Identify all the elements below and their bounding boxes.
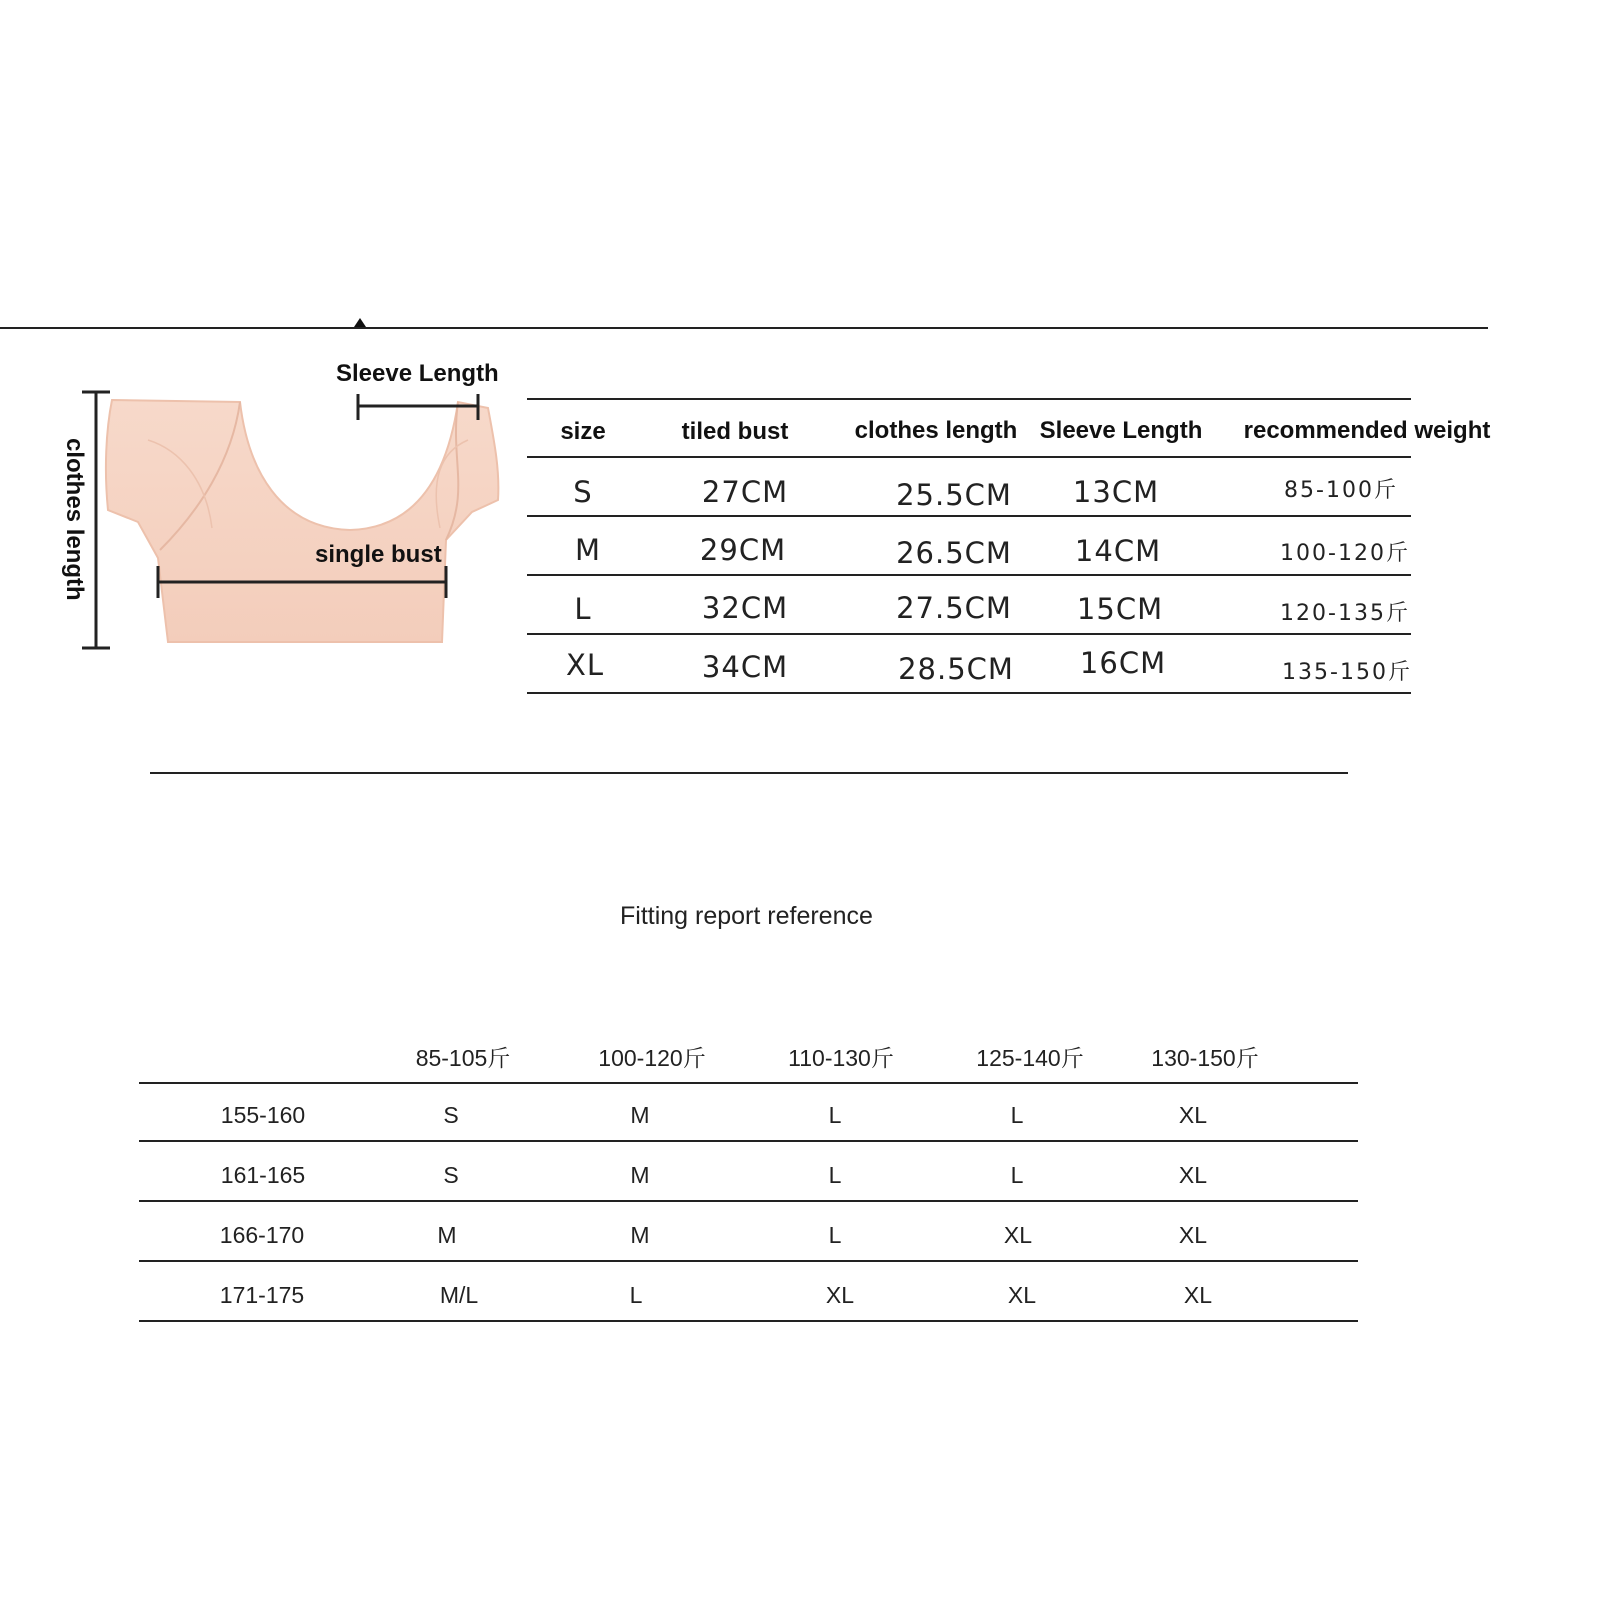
fitting-size-cell: L xyxy=(828,1222,842,1248)
divider-marker xyxy=(354,318,366,327)
fitting-size-cell: XL xyxy=(1178,1102,1208,1128)
size-cell: S xyxy=(573,475,593,509)
size-table-rule xyxy=(527,692,1411,694)
length-cell: 28.5CM xyxy=(898,652,1014,686)
single-bust-label: single bust xyxy=(315,541,442,568)
size-cell: M xyxy=(574,533,602,567)
weight-cell: 100-120斤 xyxy=(1280,541,1410,566)
length-cell: 27.5CM xyxy=(896,591,1012,625)
fitting-table-rule xyxy=(139,1320,1358,1322)
weight-cell: 85-100斤 xyxy=(1284,478,1398,503)
fitting-table-rule xyxy=(139,1140,1358,1142)
weight-cell: 135-150斤 xyxy=(1282,660,1412,685)
size-table-rule xyxy=(527,574,1411,576)
fitting-size-cell: XL xyxy=(1007,1282,1037,1308)
fitting-height-cell: 171-175 xyxy=(219,1282,305,1308)
fitting-size-cell: M xyxy=(437,1222,457,1248)
fitting-title: Fitting report reference xyxy=(620,902,873,930)
fitting-size-cell: XL xyxy=(1178,1222,1208,1248)
sleeve-cell: 13CM xyxy=(1072,475,1160,509)
size-table-rule xyxy=(527,456,1411,458)
size-cell: L xyxy=(574,592,592,626)
sleeve-cell: 14CM xyxy=(1074,534,1162,568)
fitting-weight-header: 125-140斤 xyxy=(976,1045,1084,1071)
fitting-height-cell: 166-170 xyxy=(219,1222,305,1248)
size-table-header: recommended weight xyxy=(1243,417,1491,444)
sleeve-cell: 15CM xyxy=(1076,592,1164,626)
fitting-table-rule xyxy=(139,1260,1358,1262)
fitting-size-cell: S xyxy=(443,1102,459,1128)
fitting-size-cell: L xyxy=(828,1162,842,1188)
length-cell: 25.5CM xyxy=(896,478,1012,512)
fitting-weight-header: 110-130斤 xyxy=(788,1045,894,1071)
weight-cell: 120-135斤 xyxy=(1280,601,1410,626)
sleeve-cell: 16CM xyxy=(1079,646,1167,680)
fitting-size-cell: M xyxy=(630,1162,650,1188)
fitting-size-cell: L xyxy=(1010,1102,1024,1128)
fitting-size-cell: M xyxy=(630,1102,650,1128)
fitting-size-cell: XL xyxy=(1178,1162,1208,1188)
fitting-table-rule xyxy=(139,1082,1358,1084)
fitting-size-cell: M xyxy=(630,1222,650,1248)
size-cell: XL xyxy=(565,648,605,682)
fitting-weight-header: 100-120斤 xyxy=(598,1045,706,1071)
size-table-rule xyxy=(527,398,1411,400)
fitting-size-cell: XL xyxy=(1003,1222,1033,1248)
fitting-table-rule xyxy=(139,1200,1358,1202)
bust-cell: 27CM xyxy=(701,475,789,509)
size-table-header: size xyxy=(560,418,606,445)
sleeve-length-label: Sleeve Length xyxy=(336,360,499,387)
fitting-weight-header: 130-150斤 xyxy=(1151,1045,1259,1071)
clothes-length-label: clothes length xyxy=(61,438,88,601)
length-cell: 26.5CM xyxy=(896,536,1012,570)
size-table-header: tiled bust xyxy=(681,418,789,445)
fitting-height-cell: 155-160 xyxy=(220,1102,306,1128)
fitting-size-cell: M/L xyxy=(439,1282,479,1308)
fitting-size-cell: XL xyxy=(825,1282,855,1308)
size-table-header: Sleeve Length xyxy=(1039,417,1203,444)
top-divider xyxy=(0,327,1488,329)
fitting-weight-header: 85-105斤 xyxy=(415,1045,511,1071)
fitting-size-cell: L xyxy=(1010,1162,1024,1188)
size-table-header: clothes length xyxy=(854,417,1018,444)
size-table-rule xyxy=(527,633,1411,635)
fitting-size-cell: S xyxy=(443,1162,459,1188)
fitting-size-cell: L xyxy=(629,1282,643,1308)
fitting-height-cell: 161-165 xyxy=(220,1162,306,1188)
bust-cell: 29CM xyxy=(699,533,787,567)
bust-cell: 32CM xyxy=(701,591,789,625)
fitting-size-cell: XL xyxy=(1183,1282,1213,1308)
fitting-size-cell: L xyxy=(828,1102,842,1128)
garment-shape xyxy=(106,400,498,642)
middle-divider xyxy=(150,772,1348,774)
size-table-rule xyxy=(527,515,1411,517)
bust-cell: 34CM xyxy=(701,650,789,684)
